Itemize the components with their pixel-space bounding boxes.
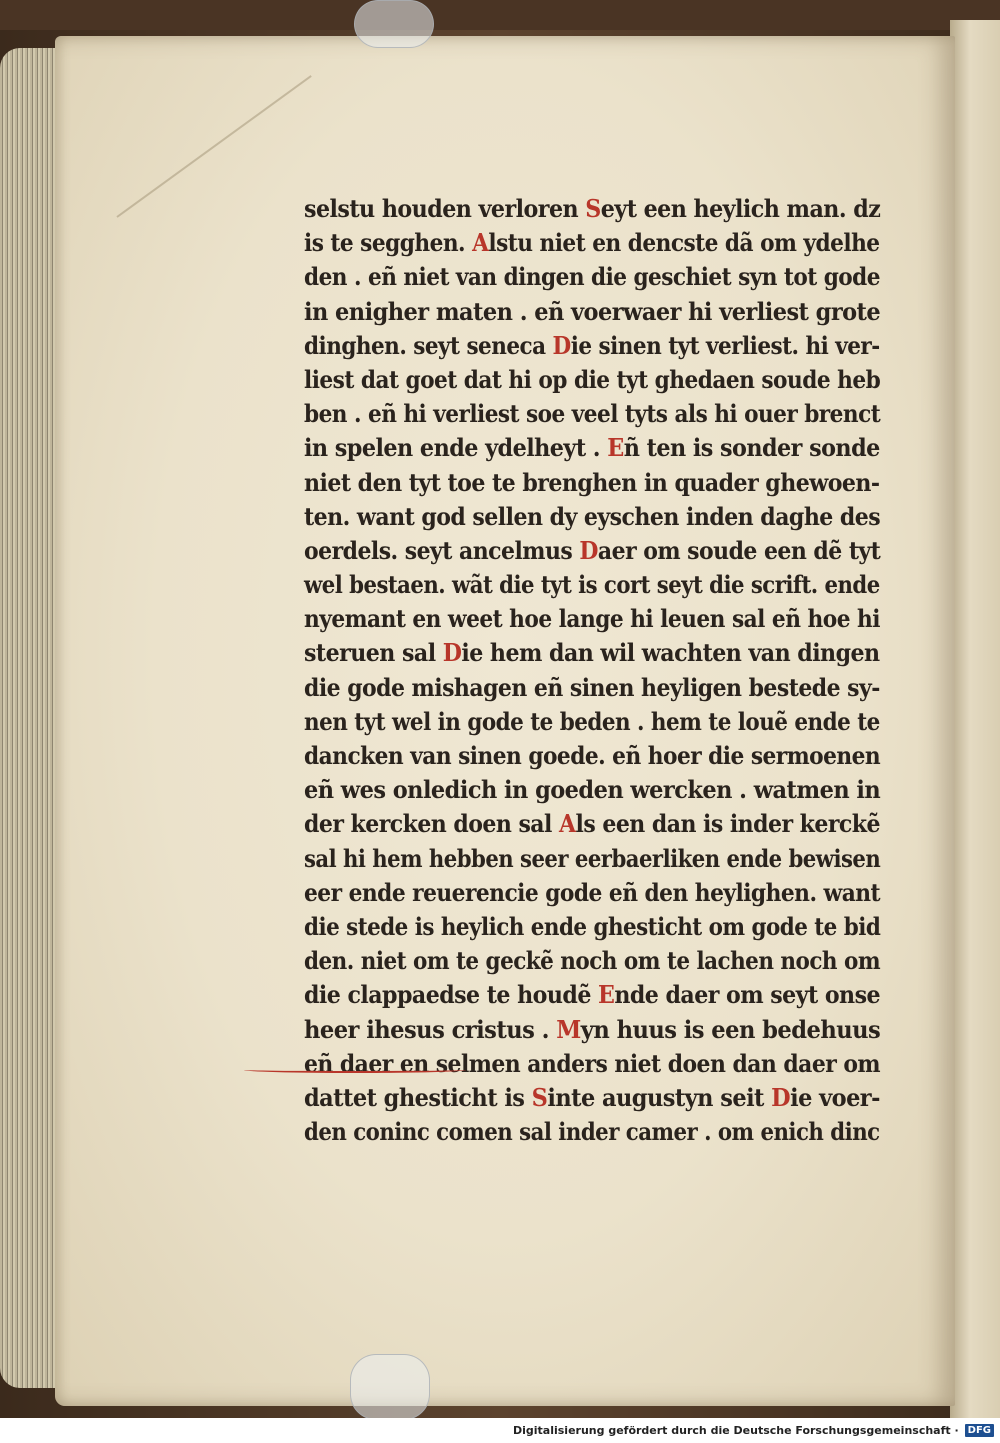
text-line <box>304 397 881 431</box>
text-segment: dancken van sinen goede. eñ hoer die sermoenen <box>304 741 881 770</box>
text-line <box>304 568 880 602</box>
text-line <box>304 431 880 465</box>
text-segment: sal hi hem hebben seer eerbaerliken ende bewisen <box>304 843 881 873</box>
text-segment: ten. want god sellen dy eyschen inden daghe des <box>304 501 881 531</box>
text-line <box>304 842 881 876</box>
text-segment: aer om soude een dẽ tyt <box>597 535 881 565</box>
text-line <box>304 807 880 841</box>
text-segment: ben . eñ hi verliest soe veel tyts als hi ouer brenct <box>304 399 881 429</box>
text-segment: liest dat goet dat hi op die tyt ghedaen soude heb <box>304 364 881 394</box>
text-line <box>304 876 881 910</box>
text-segment: die gode mishagen eñ sinen heyligen bestede sy- <box>304 672 880 702</box>
text-line <box>304 260 880 294</box>
text-line <box>304 329 880 363</box>
text-line <box>304 295 881 329</box>
text-segment: dattet ghesticht is <box>304 1082 532 1112</box>
text-line <box>304 1013 881 1047</box>
text-line <box>304 192 881 226</box>
text-segment: nen tyt wel in gode te beden . hem te louẽ ende te <box>304 706 880 736</box>
text-line <box>304 500 881 534</box>
rubric-initial: E <box>607 433 624 463</box>
text-line <box>304 773 881 807</box>
text-segment: eñ daer en selmen anders niet doen dan daer om <box>304 1048 881 1078</box>
text-line <box>304 466 880 500</box>
text-segment: ie sinen tyt verliest. hi ver- <box>570 330 880 360</box>
text-segment: eyt een heylich man. dz <box>600 194 881 223</box>
page-clip-bottom <box>350 1354 430 1418</box>
rubric-initial: D <box>579 535 598 565</box>
text-segment: nyemant en weet hoe lange hi leuen sal eñ hoe hi <box>304 604 880 634</box>
right-leaf <box>950 20 1000 1418</box>
text-segment: nde daer om seyt onse <box>614 980 881 1010</box>
text-segment: eñ wes onledich in goeden wercken . watmen in <box>304 775 881 805</box>
text-line <box>304 671 880 705</box>
dfg-logo-icon: DFG <box>965 1424 994 1437</box>
rubric-initial: E <box>598 980 615 1010</box>
text-line <box>304 1047 881 1081</box>
text-line <box>304 1081 880 1115</box>
rubric-initial: S <box>585 194 601 223</box>
text-segment: der kercken doen sal <box>304 809 559 839</box>
text-segment: in spelen ende ydelheyt . <box>304 433 608 463</box>
text-line <box>304 739 881 773</box>
text-segment: oerdels. seyt ancelmus <box>304 535 580 565</box>
text-segment: den coninc comen sal inder camer . om enich dinc <box>304 1117 880 1147</box>
text-line <box>304 944 881 978</box>
text-segment: steruen sal <box>304 638 443 668</box>
text-line <box>304 978 881 1012</box>
text-line <box>304 226 880 260</box>
footer-bar <box>0 1418 1000 1443</box>
text-line <box>304 534 881 568</box>
text-segment: yn huus is een bedehuus <box>580 1014 881 1044</box>
rubric-initial: S <box>531 1082 548 1112</box>
text-segment: is te segghen. <box>304 228 473 258</box>
text-line <box>304 910 881 944</box>
text-segment: ie voer- <box>790 1082 880 1112</box>
text-segment: in enigher maten . eñ voerwaer hi verliest grote <box>304 296 881 326</box>
text-line <box>304 363 881 397</box>
text-line <box>304 705 880 739</box>
rubric-underline <box>244 1067 466 1073</box>
rubric-initial: A <box>558 809 576 839</box>
text-block <box>304 192 884 1149</box>
text-segment: inte augustyn seit <box>547 1082 772 1112</box>
rubric-initial: D <box>771 1082 791 1112</box>
text-segment: ie hem dan wil wachten van dingen <box>461 638 880 668</box>
text-segment: eer ende reuerencie gode eñ den heylighen. want <box>304 877 881 907</box>
rubric-initial: D <box>552 330 571 360</box>
text-line <box>304 636 880 670</box>
text-segment: den . eñ niet van dingen die geschiet syn tot gode <box>304 262 880 292</box>
text-segment: niet den tyt toe te brenghen in quader ghewoen- <box>304 467 880 497</box>
page-crease <box>116 75 311 218</box>
rubric-initial: D <box>442 638 462 668</box>
text-segment: dinghen. seyt seneca <box>304 330 553 360</box>
text-line <box>304 602 880 636</box>
text-segment: ls een dan is inder kerckẽ <box>575 809 880 839</box>
text-segment: ñ ten is sonder sonde <box>623 433 880 463</box>
text-segment: die stede is heylich ende ghesticht om gode te bid <box>304 911 881 941</box>
text-line <box>304 1115 880 1149</box>
text-segment: die clappaedse te houdẽ <box>304 980 599 1010</box>
rubric-initial: M <box>556 1014 581 1044</box>
footer-credit: Digitalisierung gefördert durch die Deutsche Forschungsgemeinschaft · <box>512 1424 959 1437</box>
text-segment: wel bestaen. wãt die tyt is cort seyt die scrift. ende <box>304 570 880 600</box>
rubric-initial: A <box>472 228 489 258</box>
text-segment: lstu niet en dencste dã om ydelhe <box>488 228 880 258</box>
text-segment: heer ihesus cristus . <box>304 1014 557 1044</box>
text-segment: selstu houden verloren <box>304 194 586 223</box>
text-segment: den. niet om te geckẽ noch om te lachen noch om <box>304 946 881 976</box>
page-clip-top <box>354 0 434 48</box>
